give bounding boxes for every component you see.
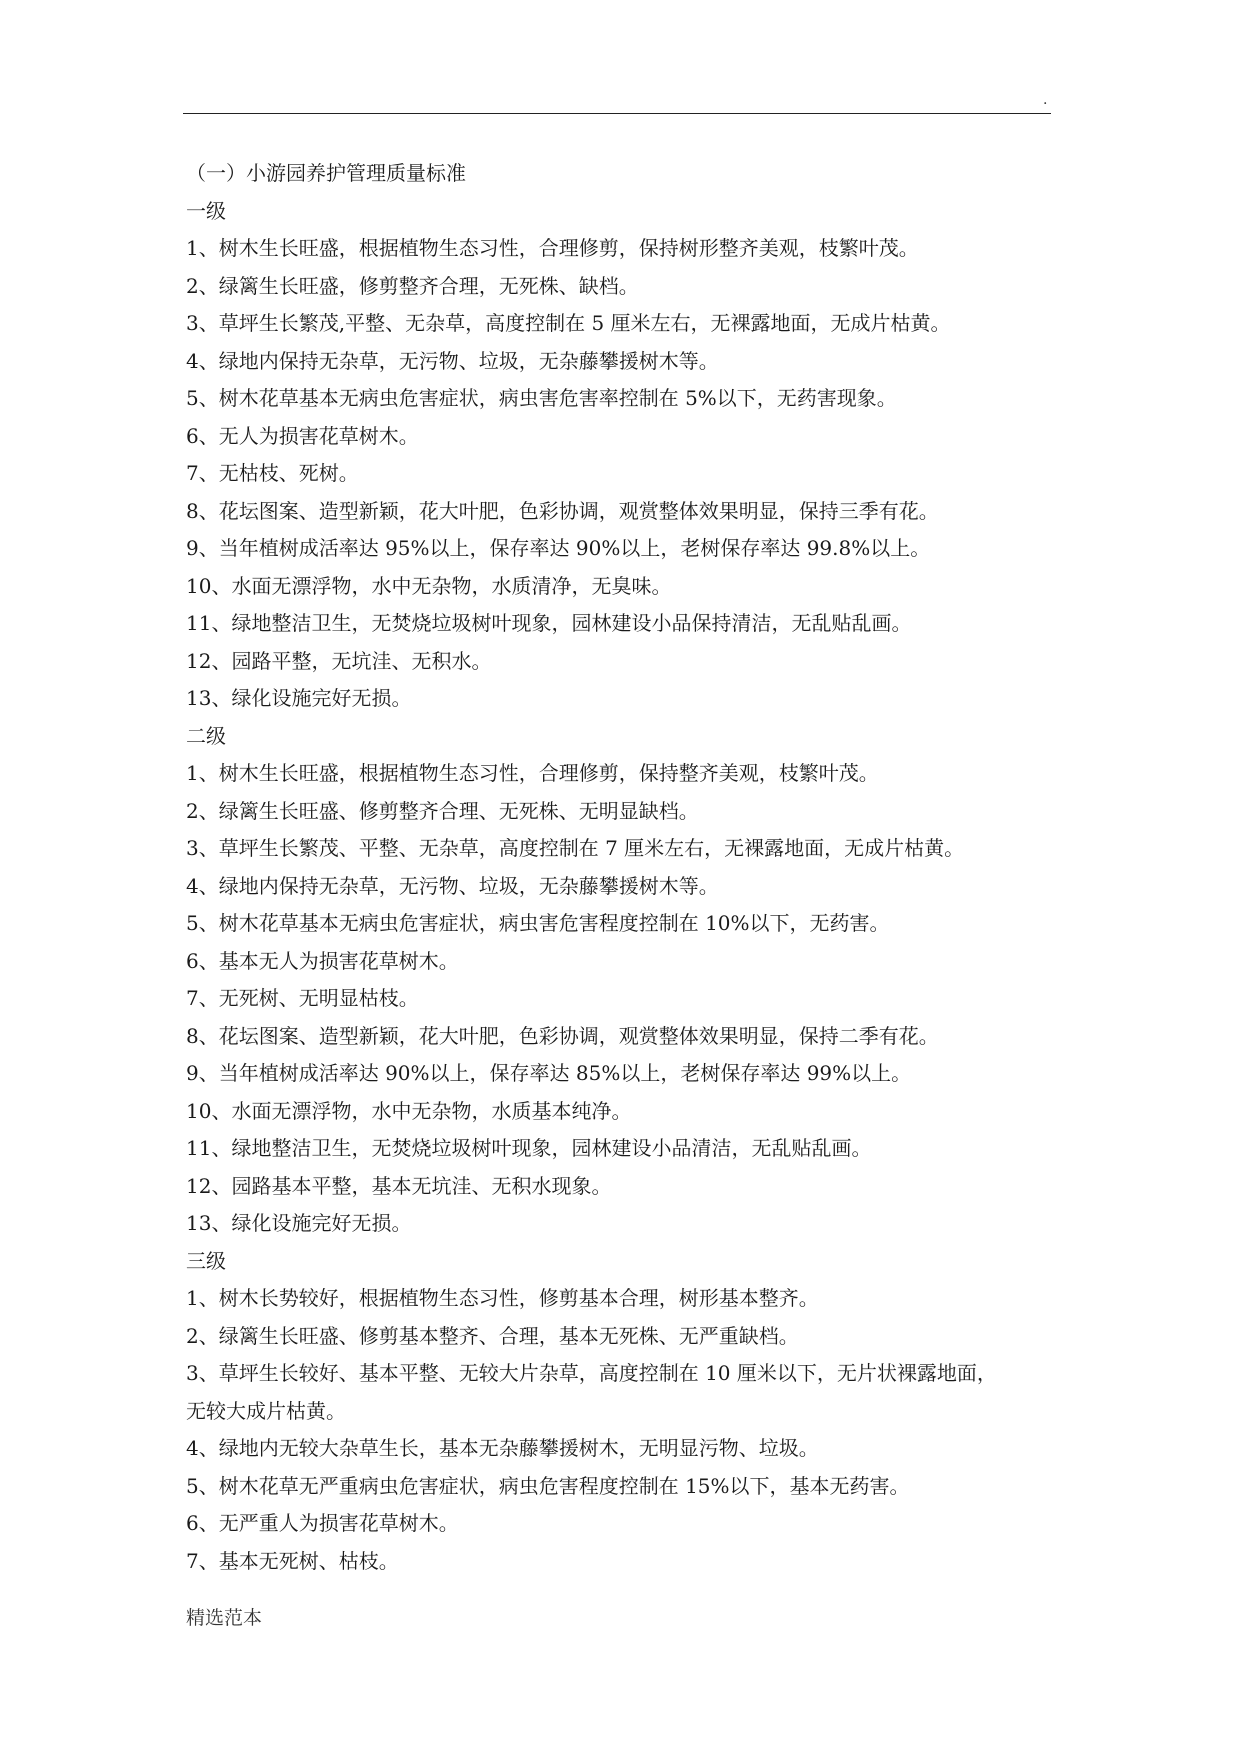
level-heading: 二级: [186, 723, 226, 748]
document-body: [186, 155, 1066, 1580]
list-item: 1、树木生长旺盛，根据植物生态习性，合理修剪，保持树形整齐美观，枝繁叶茂。: [186, 236, 919, 260]
list-item: 11、绿地整洁卫生，无焚烧垃圾树叶现象，园林建设小品保持清洁，无乱贴乱画。: [186, 611, 912, 635]
level-heading: 一级: [186, 198, 226, 223]
list-item: 4、绿地内保持无杂草，无污物、垃圾，无杂藤攀援树木等。: [186, 348, 719, 373]
list-item: 8、花坛图案、造型新颖，花大叶肥，色彩协调，观赏整体效果明显，保持三季有花。: [186, 498, 939, 523]
list-item: 5、树木花草基本无病虫危害症状，病虫害危害程度控制在 10%以下，无药害。: [186, 911, 890, 935]
list-item: 3、草坪生长繁茂,平整、无杂草，高度控制在 5 厘米左右，无裸露地面，无成片枯黄。: [186, 311, 951, 335]
list-item: 1、树木长势较好，根据植物生态习性，修剪基本合理，树形基本整齐。: [186, 1286, 819, 1310]
list-item: 3、草坪生长较好、基本平整、无较大片杂草，高度控制在 10 厘米以下，无片状裸露地面，: [186, 1361, 997, 1385]
section-title: （一）小游园养护管理质量标准: [186, 161, 466, 185]
list-item: 2、绿篱生长旺盛、修剪整齐合理、无死株、无明显缺档。: [186, 798, 699, 823]
header-mark: .: [1043, 92, 1048, 108]
list-item: 12、园路基本平整，基本无坑洼、无积水现象。: [186, 1173, 612, 1198]
list-item-continuation: 无较大成片枯黄。: [186, 1398, 346, 1423]
list-item: 1、树木生长旺盛，根据植物生态习性，合理修剪，保持整齐美观，枝繁叶茂。: [186, 761, 879, 785]
list-item: 12、园路平整，无坑洼、无积水。: [186, 648, 492, 673]
list-item: 9、当年植树成活率达 95%以上，保存率达 90%以上，老树保存率达 99.8%以上。: [186, 536, 931, 560]
list-item: 8、花坛图案、造型新颖，花大叶肥，色彩协调，观赏整体效果明显，保持二季有花。: [186, 1023, 939, 1048]
list-item: 11、绿地整洁卫生，无焚烧垃圾树叶现象，园林建设小品清洁，无乱贴乱画。: [186, 1136, 872, 1160]
list-item: 7、无死树、无明显枯枝。: [186, 986, 419, 1010]
list-item: 6、基本无人为损害花草树木。: [186, 948, 459, 973]
list-item: 7、无枯枝、死树。: [186, 461, 359, 485]
list-item: 2、绿篱生长旺盛、修剪基本整齐、合理，基本无死株、无严重缺档。: [186, 1323, 799, 1348]
level-heading: 三级: [186, 1248, 226, 1273]
list-item: 6、无严重人为损害花草树木。: [186, 1511, 459, 1535]
list-item: 2、绿篱生长旺盛，修剪整齐合理，无死株、缺档。: [186, 273, 639, 298]
header-rule: [183, 113, 1051, 114]
list-item: 9、当年植树成活率达 90%以上，保存率达 85%以上，老树保存率达 99%以上。: [186, 1061, 912, 1085]
list-item: 3、草坪生长繁茂、平整、无杂草，高度控制在 7 厘米左右，无裸露地面，无成片枯黄。: [186, 836, 965, 860]
list-item: 13、绿化设施完好无损。: [186, 1211, 412, 1235]
list-item: 10、水面无漂浮物，水中无杂物，水质清净，无臭味。: [186, 573, 672, 598]
list-item: 7、基本无死树、枯枝。: [186, 1548, 399, 1573]
footer-text: 精选范本: [186, 1607, 263, 1629]
list-item: 5、树木花草基本无病虫危害症状，病虫害危害率控制在 5%以下，无药害现象。: [186, 386, 897, 410]
list-item: 10、水面无漂浮物，水中无杂物，水质基本纯净。: [186, 1098, 632, 1123]
list-item: 6、无人为损害花草树木。: [186, 423, 419, 448]
list-item: 13、绿化设施完好无损。: [186, 686, 412, 710]
list-item: 4、绿地内保持无杂草，无污物、垃圾，无杂藤攀援树木等。: [186, 873, 719, 898]
list-item: 5、树木花草无严重病虫危害症状，病虫危害程度控制在 15%以下，基本无药害。: [186, 1473, 910, 1498]
list-item: 4、绿地内无较大杂草生长，基本无杂藤攀援树木，无明显污物、垃圾。: [186, 1436, 819, 1460]
